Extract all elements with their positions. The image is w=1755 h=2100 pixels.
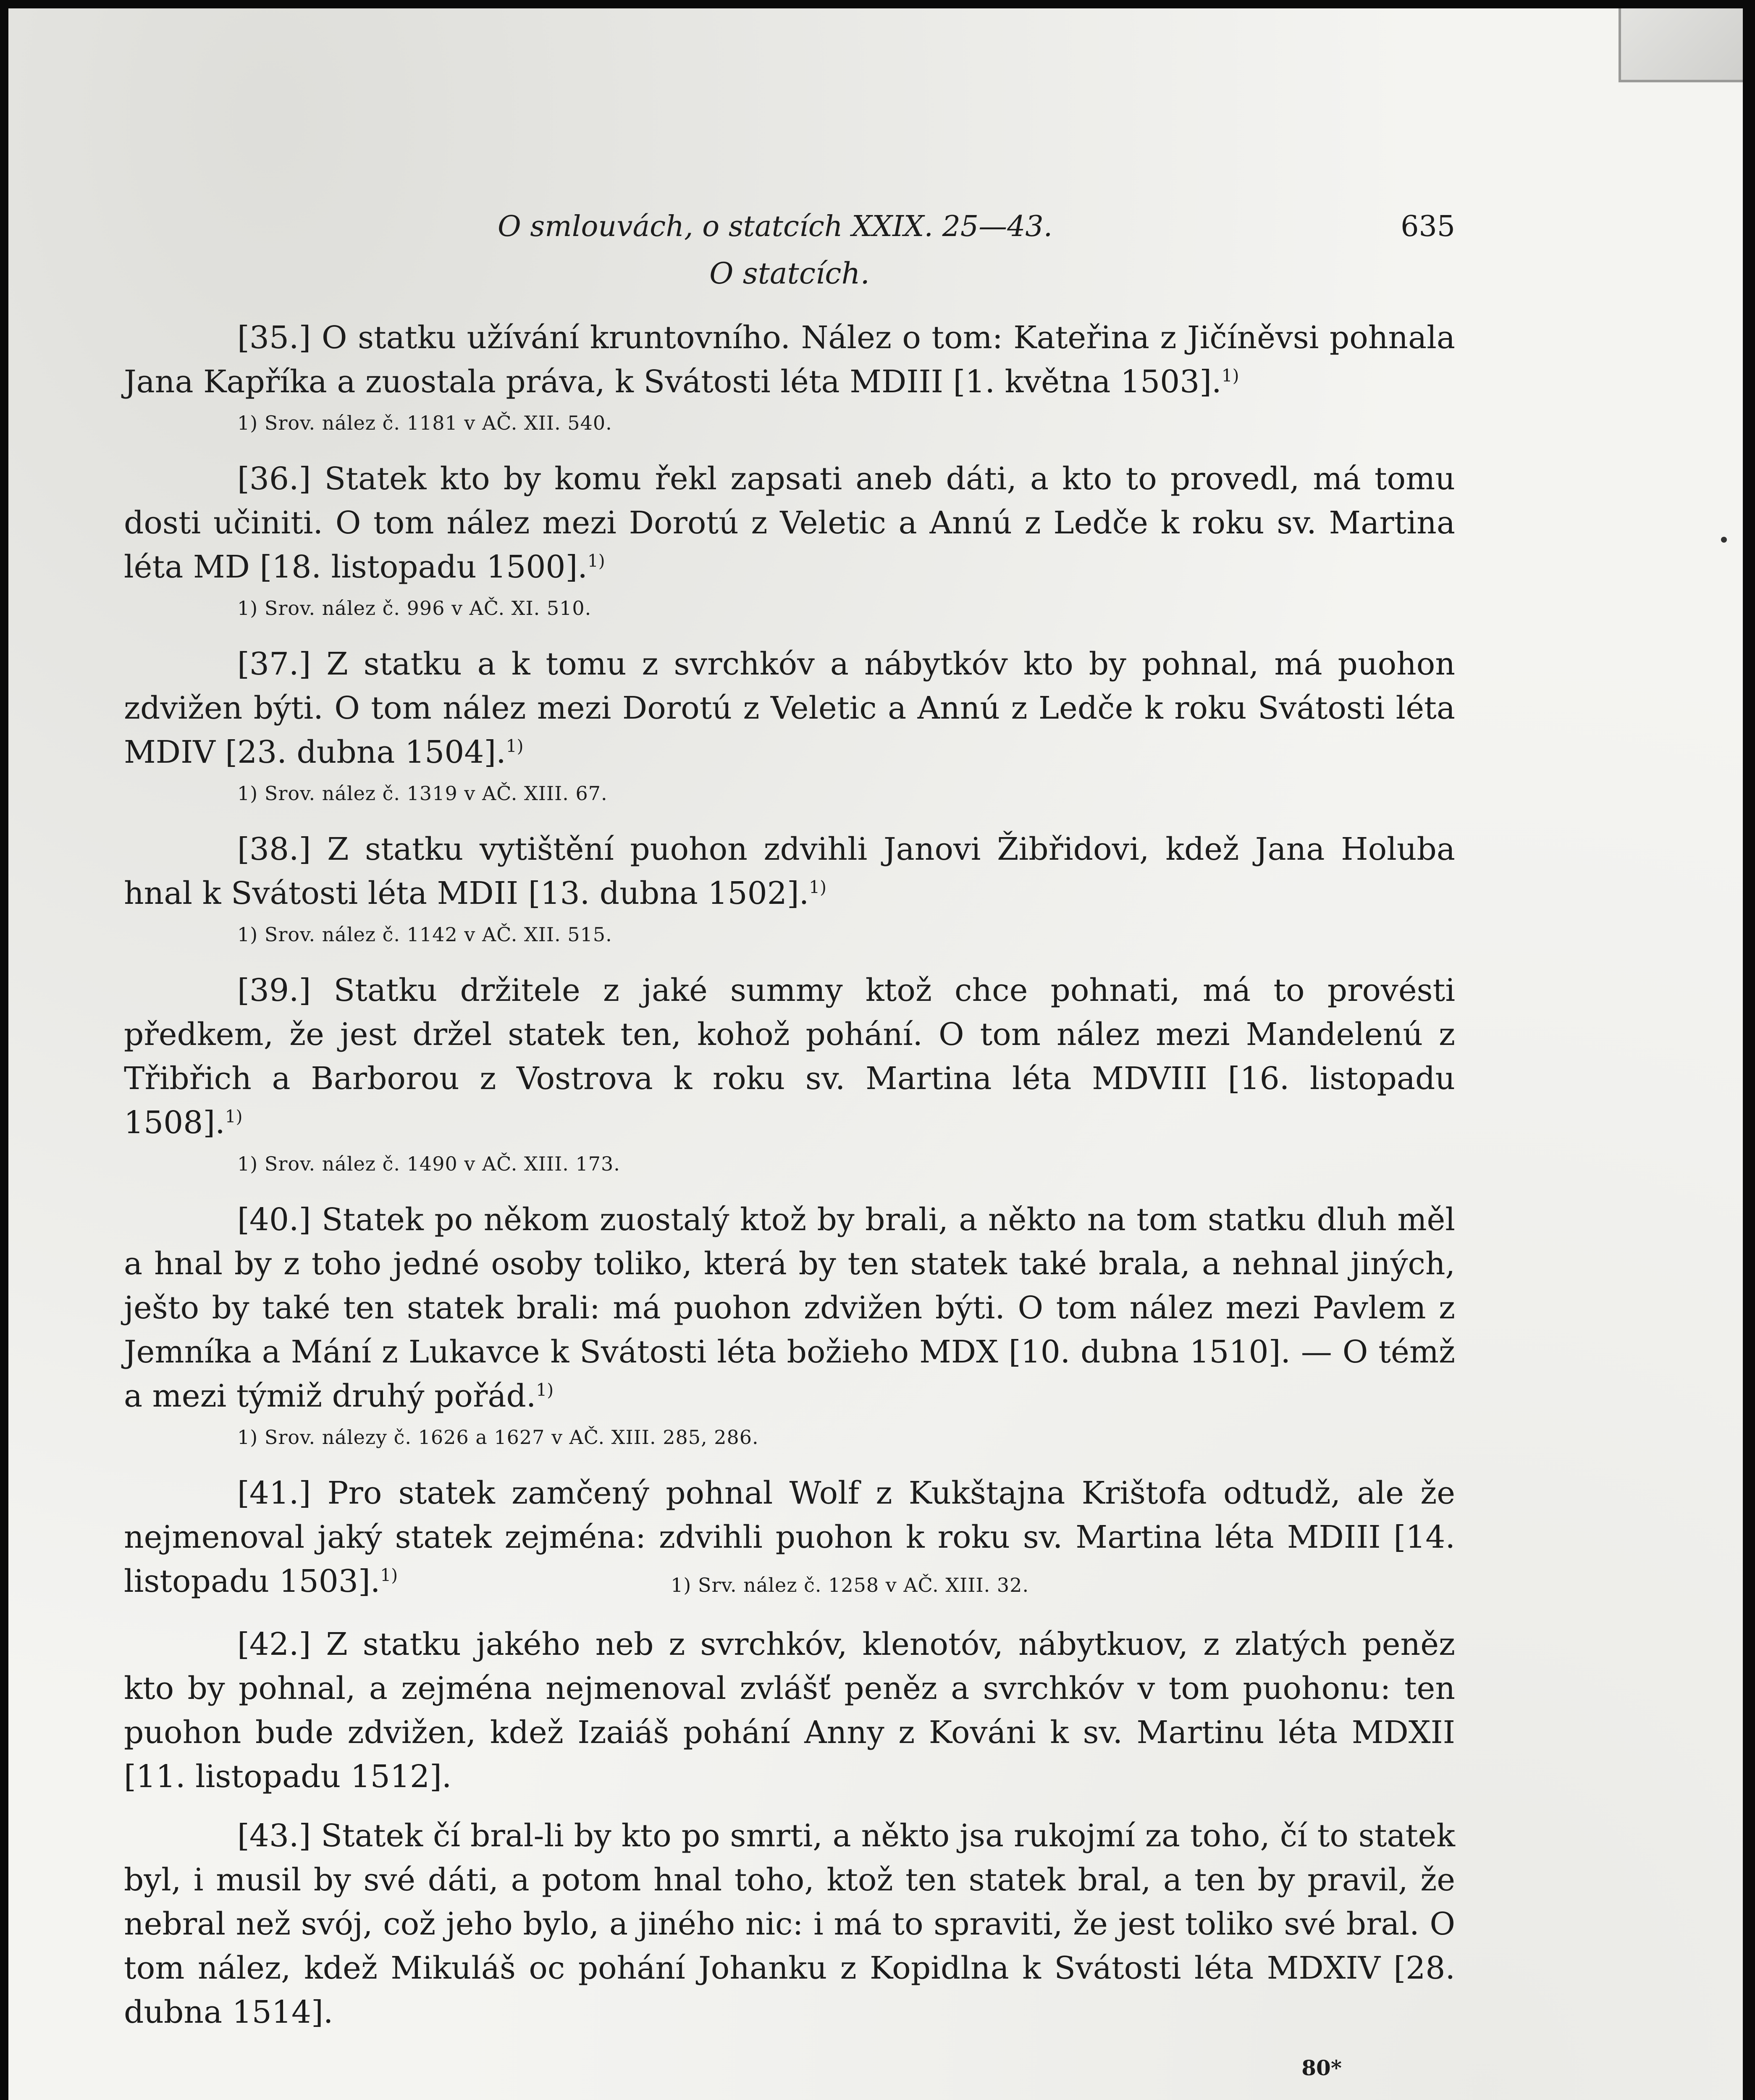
paragraph-40: [40.] Statek po někom zuostalý ktož by brali, a někto na tom statku dluh měl a hnal by z toho jedné osoby toliko, která by ten statek také brala, a nehnal jiných, ješto by také ten statek brali: má puohon zdvižen býti. O tom nález mezi Pavlem z Jemníka a Mání z Lukavce k Svátosti léta božieho MDX [10. dubna 1510]. — O témž a mezi týmiž druhý pořád.$^{1)}$ (124, 1202, 1455, 1414)
scan-corner-mark (1619, 8, 1743, 82)
footnote-39: 1) Srov. nález č. 1490 v AČ. XIII. 173. (237, 1152, 620, 1175)
signature-mark: 80* (1301, 2055, 1342, 2080)
footnote-mark: 1) (1221, 365, 1239, 386)
paragraph-43: [43.] Statek čí bral-li by kto po smrti, a někto jsa rukojmí za toho, čí to statek byl, i musil by své dáti, a potom hnal toho, ktož ten statek bral, a ten by pravil, že nebral než svój, což jeho bylo, a jiného nic: i má to spraviti, že jest toliko své bral. O tom nález, kdež Mikuláš oc pohání Johanku z Kopidlna k Svátosti léta MDXIV [28. dubna 1514]. (124, 1818, 1455, 2030)
footnote-mark: 1) (225, 1106, 243, 1127)
footnote-36: 1) Srov. nález č. 996 v AČ. XI. 510. (237, 597, 592, 620)
footnote-mark: 1) (506, 736, 524, 756)
footnote-mark: 1) (380, 1565, 398, 1586)
footnote-mark: 1) (587, 551, 605, 571)
running-title: O smlouvách, o statcích XXIX. 25—43. (498, 210, 1053, 243)
paragraph-39: [39.] Statku držitele z jaké summy ktož chce pohnati, má to provésti předkem, že jest držel statek ten, kohož pohání. O tom nález mezi Mandelenú z Třibřich a Barborou z Vostrova k roku sv. Martina léta MDVIII [16. listopadu 1508].$^{1)}$ (124, 972, 1455, 1141)
margin-dot (1721, 537, 1727, 543)
section-title: O statcích. (709, 256, 870, 291)
footnote-35: 1) Srov. nález č. 1181 v AČ. XII. 540. (237, 412, 612, 434)
footnote-37: 1) Srov. nález č. 1319 v AČ. XIII. 67. (237, 782, 608, 805)
page-number: 635 (1401, 210, 1455, 243)
footnote-mark: 1) (536, 1380, 554, 1400)
paragraph-38: [38.] Z statku vytištění puohon zdvihli Janovi Žibřidovi, kdež Jana Holuba hnal k Svátosti léta MDII [13. dubna 1502].$^{1)}$ (124, 831, 1455, 911)
page-content (124, 206, 1455, 2080)
footnote-38: 1) Srov. nález č. 1142 v AČ. XII. 515. (237, 923, 612, 946)
paragraph-41: [41.] Pro statek zamčený pohnal Wolf z Kukštajna Krištofa odtudž, ale že nejmenoval jaký statek zejména: zdvihli puohon k roku sv. Martina léta MDIII [14. listopadu 1503].$^{1)}$ 1) Srv. nález č. 1258 v AČ. XIII. 32. (124, 1475, 1455, 1599)
footnote-40: 1) Srov. nálezy č. 1626 a 1627 v AČ. XIII. 285, 286. (237, 1426, 759, 1449)
paragraph-37: [37.] Z statku a k tomu z svrchkóv a nábytkóv kto by pohnal, má puohon zdvižen býti. O tom nález mezi Dorotú z Veletic a Annú z Ledče k roku Svátosti léta MDIV [23. dubna 1504].$^{1)}$ (124, 646, 1455, 770)
scanned-page (8, 8, 1743, 2100)
running-head (124, 206, 1455, 256)
paragraph-36: [36.] Statek kto by komu řekl zapsati aneb dáti, a kto to provedl, má tomu dosti učiniti. O tom nález mezi Dorotú z Veletic a Annú z Ledče k roku sv. Martina léta MD [18. listopadu 1500].$^{1)}$ (124, 461, 1455, 585)
footnote-mark: 1) (809, 877, 826, 898)
paragraph-42: [42.] Z statku jakého neb z svrchkóv, klenotóv, nábytkuov, z zlatých peněz kto by pohnal, a zejména nejmenoval zvlášť peněz a svrchkóv v tom puohonu: ten puohon bude zdvižen, kdež Izaiáš pohání Anny z Kováni k sv. Martinu léta MDXII [11. listopadu 1512]. (124, 1626, 1455, 1795)
paragraph-35: [35.] O statku užívání kruntovního. Nález o tom: Kateřina z Jičíněvsi pohnala Jana Kapříka a zuostala práva, k Svátosti léta MDIII [1. května 1503].$^{1)}$ (124, 320, 1455, 400)
footnote-41: 1) Srv. nález č. 1258 v AČ. XIII. 32. (671, 1574, 1029, 1596)
